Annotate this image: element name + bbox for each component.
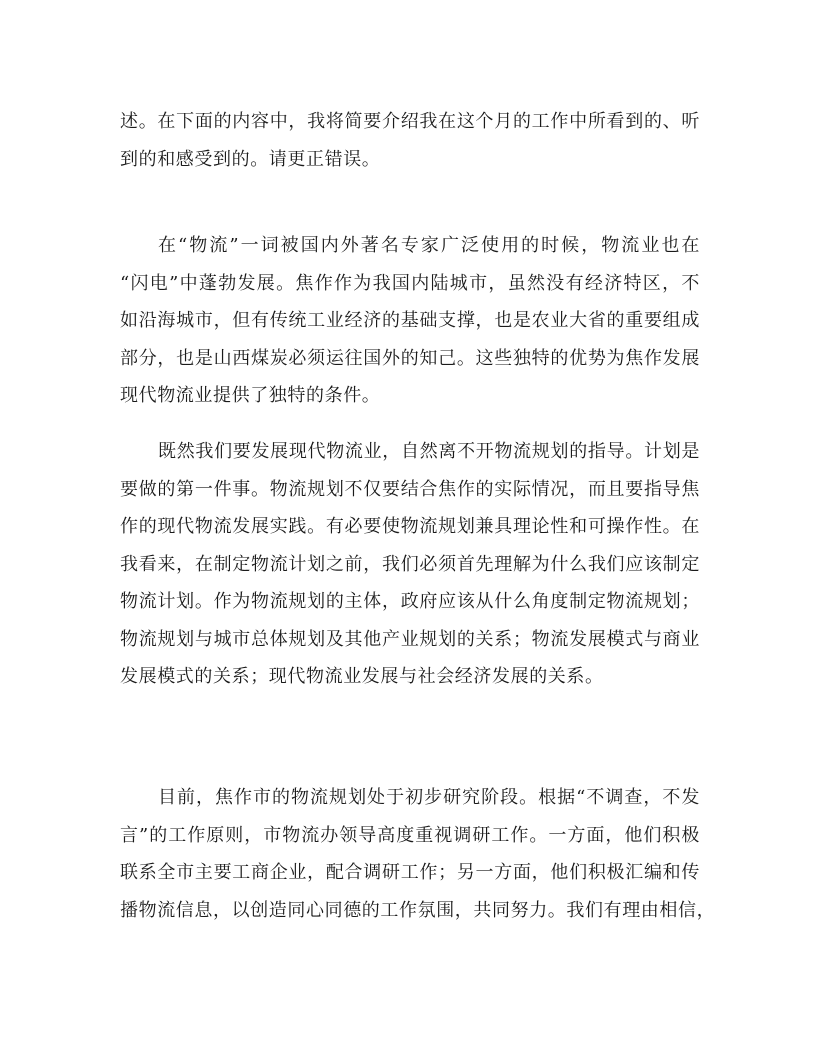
paragraph-line: 现代物流业提供了独特的条件。 — [120, 385, 381, 406]
paragraph-line: 部分，也是山西煤炭必须运往国外的知己。这些独特的优势为焦作发展 — [120, 347, 700, 369]
paragraph-line: 在“物流”一词被国内外著名专家广泛使用的时候，物流业也在 — [158, 235, 700, 256]
paragraph-line: 物流计划。作为物流规划的主体，政府应该从什么角度制定物流规划； — [120, 591, 700, 612]
paragraph-line: 我看来，在制定物流计划之前，我们必须首先理解为什么我们应该制定 — [120, 553, 700, 575]
paragraph-line: 发展模式的关系；现代物流业发展与社会经济发展的关系。 — [120, 666, 604, 687]
paragraph-line: 如沿海城市，但有传统工业经济的基础支撑，也是农业大省的重要组成 — [120, 310, 700, 331]
paragraph-line: 到的和感受到的。请更正错误。 — [120, 148, 381, 170]
paragraph-3 — [120, 433, 700, 696]
paragraph-4 — [120, 779, 716, 929]
paragraph-line: 播物流信息，以创造同心同德的工作氛围，共同努力。我们有理由相信， — [120, 899, 716, 921]
paragraph-line: 既然我们要发展现代物流业，自然离不开物流规划的指导。计划是 — [158, 441, 700, 462]
paragraph-1 — [120, 103, 700, 178]
paragraph-line: 要做的第一件事。物流规划不仅要结合焦作的实际情况，而且要指导焦 — [120, 478, 700, 500]
paragraph-line: 目前，焦作市的物流规划处于初步研究阶段。根据“不调查，不发 — [158, 787, 700, 808]
paragraph-line: 作的现代物流发展实践。有必要使物流规划兼具理论性和可操作性。在 — [120, 516, 700, 537]
paragraph-line: 述。在下面的内容中，我将简要介绍我在这个月的工作中所看到的、听 — [120, 111, 700, 132]
paragraph-line: 物流规划与城市总体规划及其他产业规划的关系；物流发展模式与商业 — [120, 628, 700, 650]
paragraph-2 — [120, 227, 700, 415]
paragraph-line: 言”的工作原则，市物流办领导高度重视调研工作。一方面，他们积极 — [120, 824, 700, 846]
paragraph-line: “闪电”中蓬勃发展。焦作作为我国内陆城市，虽然没有经济特区，不 — [120, 272, 700, 294]
paragraph-line: 联系全市主要工商企业，配合调研工作；另一方面，他们积极汇编和传 — [120, 862, 700, 883]
